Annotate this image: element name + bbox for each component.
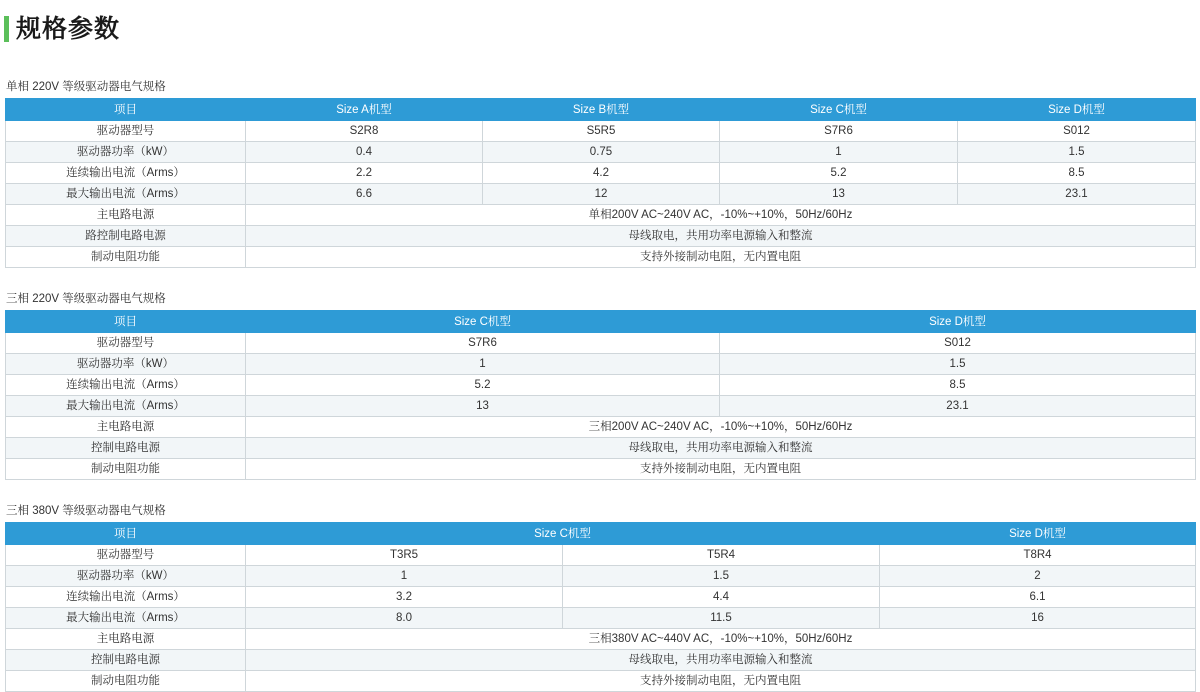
column-header: Size C机型 (246, 311, 720, 333)
section-single-phase-220v (0, 80, 1200, 268)
page-title-text: 规格参数 (16, 14, 121, 43)
row-cell: 16 (880, 608, 1196, 629)
row-cell: S2R8 (246, 121, 483, 142)
column-header: Size C机型 (720, 99, 958, 121)
row-cell: 4.2 (483, 163, 720, 184)
table-row (6, 333, 1196, 354)
row-cell: T8R4 (880, 545, 1196, 566)
column-header: Size C机型 (246, 523, 880, 545)
row-cell: 1.5 (958, 142, 1196, 163)
row-cell: 6.6 (246, 184, 483, 205)
row-cell: 12 (483, 184, 720, 205)
table-row (6, 566, 1196, 587)
table-row (6, 608, 1196, 629)
table-row (6, 205, 1196, 226)
column-header: 项目 (6, 99, 246, 121)
column-header: Size B机型 (483, 99, 720, 121)
spec-table-three-phase-380v (5, 522, 1196, 692)
section-three-phase-220v (0, 292, 1200, 480)
page-title (0, 6, 1200, 52)
table-row (6, 163, 1196, 184)
row-cell-merged: 三相200V AC~240V AC，-10%~+10%，50Hz/60Hz (246, 417, 1196, 438)
spec-table-single-phase-220v (5, 98, 1196, 268)
row-cell: 13 (246, 396, 720, 417)
section-three-phase-380v (0, 504, 1200, 692)
row-label: 驱动器功率（kW） (6, 566, 246, 587)
row-cell: 11.5 (563, 608, 880, 629)
row-cell: 1 (720, 142, 958, 163)
row-cell: S5R5 (483, 121, 720, 142)
row-cell-merged: 母线取电，共用功率电源输入和整流 (246, 438, 1196, 459)
table-row (6, 438, 1196, 459)
table-row (6, 354, 1196, 375)
table-row (6, 545, 1196, 566)
row-label: 连续输出电流（Arms） (6, 375, 246, 396)
table-row (6, 142, 1196, 163)
row-cell-merged: 三相380V AC~440V AC，-10%~+10%，50Hz/60Hz (246, 629, 1196, 650)
spec-page (0, 6, 1200, 687)
row-cell: 8.5 (958, 163, 1196, 184)
row-label: 制动电阻功能 (6, 247, 246, 268)
section-caption: 三相 220V 等级驱动器电气规格 (6, 293, 166, 305)
column-header: Size D机型 (880, 523, 1196, 545)
table-row (6, 671, 1196, 692)
row-cell-merged: 支持外接制动电阻，无内置电阻 (246, 247, 1196, 268)
row-cell: 13 (720, 184, 958, 205)
row-label: 控制电路电源 (6, 438, 246, 459)
row-label: 控制电路电源 (6, 650, 246, 671)
table-header-row (6, 311, 1196, 333)
row-cell: 23.1 (958, 184, 1196, 205)
table-row (6, 375, 1196, 396)
row-cell-merged: 支持外接制动电阻，无内置电阻 (246, 671, 1196, 692)
section-caption: 单相 220V 等级驱动器电气规格 (6, 81, 166, 93)
row-cell: S7R6 (720, 121, 958, 142)
table-row (6, 121, 1196, 142)
row-cell: 8.5 (720, 375, 1196, 396)
table-row (6, 587, 1196, 608)
row-cell: 0.75 (483, 142, 720, 163)
row-cell: 0.4 (246, 142, 483, 163)
row-cell: S012 (958, 121, 1196, 142)
column-header: 项目 (6, 523, 246, 545)
table-row (6, 226, 1196, 247)
row-label: 连续输出电流（Arms） (6, 163, 246, 184)
table-row (6, 184, 1196, 205)
table-row (6, 396, 1196, 417)
table-header-row (6, 99, 1196, 121)
row-cell: 2 (880, 566, 1196, 587)
title-accent-bar (4, 16, 9, 42)
row-label: 驱动器型号 (6, 121, 246, 142)
row-cell-merged: 支持外接制动电阻，无内置电阻 (246, 459, 1196, 480)
row-cell: 5.2 (246, 375, 720, 396)
row-label: 主电路电源 (6, 629, 246, 650)
row-label: 驱动器功率（kW） (6, 354, 246, 375)
row-cell: 1 (246, 354, 720, 375)
table-row (6, 417, 1196, 438)
row-cell-merged: 单相200V AC~240V AC，-10%~+10%，50Hz/60Hz (246, 205, 1196, 226)
table-header-row (6, 523, 1196, 545)
row-label: 最大输出电流（Arms） (6, 184, 246, 205)
spec-table-three-phase-220v (5, 310, 1196, 480)
row-cell: 23.1 (720, 396, 1196, 417)
row-cell: 4.4 (563, 587, 880, 608)
column-header: Size D机型 (958, 99, 1196, 121)
row-cell: 3.2 (246, 587, 563, 608)
row-label: 驱动器型号 (6, 545, 246, 566)
row-cell: 2.2 (246, 163, 483, 184)
row-label: 制动电阻功能 (6, 671, 246, 692)
row-label: 路控制电路电源 (6, 226, 246, 247)
column-header: Size A机型 (246, 99, 483, 121)
row-cell-merged: 母线取电，共用功率电源输入和整流 (246, 226, 1196, 247)
row-label: 主电路电源 (6, 205, 246, 226)
row-cell: T3R5 (246, 545, 563, 566)
row-label: 驱动器型号 (6, 333, 246, 354)
row-label: 制动电阻功能 (6, 459, 246, 480)
section-caption: 三相 380V 等级驱动器电气规格 (6, 505, 166, 517)
row-label: 驱动器功率（kW） (6, 142, 246, 163)
row-label: 最大输出电流（Arms） (6, 396, 246, 417)
row-cell: 8.0 (246, 608, 563, 629)
row-label: 主电路电源 (6, 417, 246, 438)
row-cell: 6.1 (880, 587, 1196, 608)
column-header: Size D机型 (720, 311, 1196, 333)
row-cell-merged: 母线取电，共用功率电源输入和整流 (246, 650, 1196, 671)
table-row (6, 629, 1196, 650)
row-cell: T5R4 (563, 545, 880, 566)
row-cell: S7R6 (246, 333, 720, 354)
row-cell: 1.5 (720, 354, 1196, 375)
row-cell: 1.5 (563, 566, 880, 587)
column-header: 项目 (6, 311, 246, 333)
row-cell: S012 (720, 333, 1196, 354)
row-label: 最大输出电流（Arms） (6, 608, 246, 629)
table-row (6, 247, 1196, 268)
row-label: 连续输出电流（Arms） (6, 587, 246, 608)
row-cell: 5.2 (720, 163, 958, 184)
table-row (6, 459, 1196, 480)
row-cell: 1 (246, 566, 563, 587)
